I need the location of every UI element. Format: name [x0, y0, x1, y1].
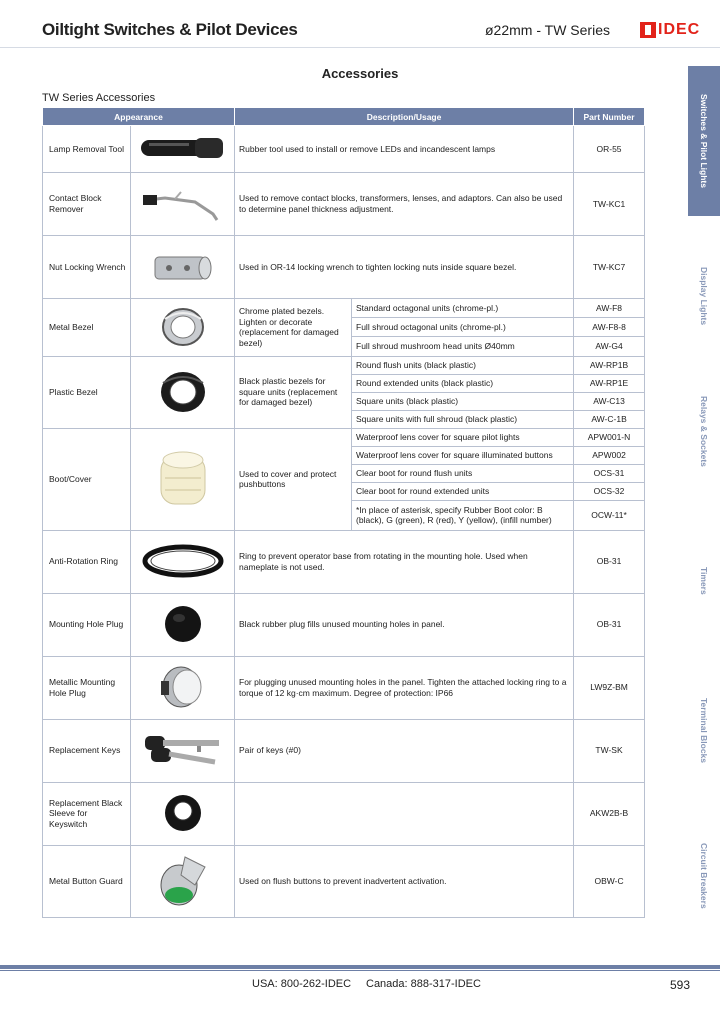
sub-description: Waterproof lens cover for square pilot lights	[352, 428, 574, 446]
section-sidebar	[688, 66, 720, 946]
sub-description: *In place of asterisk, specify Rubber Boot color: B (black), G (green), R (red), Y (yellow), (infill number)	[352, 500, 574, 530]
part-number: OCS-32	[574, 482, 645, 500]
part-number: AW-C-1B	[574, 410, 645, 428]
sub-description: Square units with full shroud (black plastic)	[352, 410, 574, 428]
col-header-description: Description/Usage	[235, 108, 574, 126]
tab-label: Terminal Blocks	[699, 698, 709, 764]
tab-display-lights[interactable]	[688, 246, 720, 346]
table-row	[43, 356, 645, 374]
item-name: Anti-Rotation Ring	[43, 530, 131, 593]
part-number: AW-G4	[574, 337, 645, 356]
item-description: Used on flush buttons to prevent inadvertent activation.	[235, 845, 574, 917]
anti-rotation-ring-image	[131, 530, 235, 593]
footer-usa-phone: USA: 800-262-IDEC	[252, 978, 352, 990]
plastic-bezel-image	[131, 356, 235, 428]
part-number: APW001-N	[574, 428, 645, 446]
tab-label: Circuit Breakers	[699, 843, 709, 909]
item-description: Rubber tool used to install or remove LEDs and incandescent lamps	[235, 126, 574, 173]
table-header-row	[43, 108, 645, 126]
tab-label: Switches & Pilot Lights	[699, 94, 709, 188]
tab-circuit-breakers[interactable]	[688, 826, 720, 926]
table-row	[43, 530, 645, 593]
part-number: TW-KC7	[574, 236, 645, 299]
part-number: AW-F8-8	[574, 318, 645, 337]
contact-block-remover-image	[131, 173, 235, 236]
metal-bezel-image	[131, 299, 235, 357]
part-number: AW-F8	[574, 299, 645, 318]
part-number: TW-KC1	[574, 173, 645, 236]
part-number: OCS-31	[574, 464, 645, 482]
col-header-part-number: Part Number	[574, 108, 645, 126]
item-description: Pair of keys (#0)	[235, 719, 574, 782]
part-number: APW002	[574, 446, 645, 464]
item-name: Metallic Mounting Hole Plug	[43, 656, 131, 719]
col-header-appearance: Appearance	[43, 108, 235, 126]
item-description: Used in OR-14 locking wrench to tighten locking nuts inside square bezel.	[235, 236, 574, 299]
item-description: Used to remove contact blocks, transformers, lenses, and adaptors. Can also be used to determine panel thickness adjustment.	[235, 173, 574, 236]
table-row	[43, 593, 645, 656]
sub-description: Full shroud octagonal units (chrome-pl.)	[352, 318, 574, 337]
part-number: LW9Z-BM	[574, 656, 645, 719]
table-row	[43, 299, 645, 318]
section-title: Accessories	[321, 66, 399, 81]
item-name: Boot/Cover	[43, 428, 131, 530]
sub-description: Waterproof lens cover for square illuminated buttons	[352, 446, 574, 464]
part-number: AW-RP1B	[574, 356, 645, 374]
sub-description: Clear boot for round flush units	[352, 464, 574, 482]
item-name: Contact Block Remover	[43, 173, 131, 236]
footer-rule	[0, 965, 720, 969]
part-number: TW-SK	[574, 719, 645, 782]
item-description: Ring to prevent operator base from rotating in the mounting hole. Used when nameplate is not used.	[235, 530, 574, 593]
table-row	[43, 173, 645, 236]
table-row	[43, 782, 645, 845]
item-name: Nut Locking Wrench	[43, 236, 131, 299]
idec-logo-text: IDEC	[658, 21, 701, 38]
footer-rule-thin	[0, 970, 720, 971]
item-name: Mounting Hole Plug	[43, 593, 131, 656]
table-row	[43, 656, 645, 719]
part-number: OB-31	[574, 593, 645, 656]
footer-canada-phone: Canada: 888-317-IDEC	[366, 978, 481, 990]
table-row	[43, 428, 645, 446]
part-number: OCW-11*	[574, 500, 645, 530]
replacement-sleeve-image	[131, 782, 235, 845]
sub-description: Round flush units (black plastic)	[352, 356, 574, 374]
item-description	[235, 782, 574, 845]
series-label: ø22mm - TW Series	[485, 22, 610, 38]
table-row	[43, 126, 645, 173]
part-number: AKW2B-B	[574, 782, 645, 845]
tab-label: Relays & Sockets	[699, 395, 709, 467]
page-number: 593	[670, 978, 691, 992]
table-row	[43, 236, 645, 299]
tab-switches-pilot-lights[interactable]	[688, 66, 720, 216]
sub-description: Full shroud mushroom head units Ø40mm	[352, 337, 574, 356]
tab-label: Display Lights	[699, 266, 709, 326]
metal-button-guard-image	[131, 845, 235, 917]
item-description: Chrome plated bezels. Lighten or decorate (replacement for damaged bezel)	[235, 299, 352, 357]
part-number: OR-55	[574, 126, 645, 173]
tab-terminal-blocks[interactable]	[688, 686, 720, 776]
item-name: Metal Bezel	[43, 299, 131, 357]
part-number: OBW-C	[574, 845, 645, 917]
page-title: Oiltight Switches & Pilot Devices	[42, 20, 298, 39]
sub-description: Round extended units (black plastic)	[352, 374, 574, 392]
item-description: Black plastic bezels for square units (replacement for damaged bezel)	[235, 356, 352, 428]
item-description: For plugging unused mounting holes in the panel. Tighten the attached locking ring to a torque of 12 kg·cm maximum. Degree of protection: IP66	[235, 656, 574, 719]
item-description: Black rubber plug fills unused mounting holes in panel.	[235, 593, 574, 656]
tab-timers[interactable]	[688, 546, 720, 616]
part-number: OB-31	[574, 530, 645, 593]
nut-locking-wrench-image	[131, 236, 235, 299]
replacement-keys-image	[131, 719, 235, 782]
mounting-hole-plug-image	[131, 593, 235, 656]
boot-cover-image	[131, 428, 235, 530]
idec-logo-mark-icon	[640, 22, 656, 38]
item-description: Used to cover and protect pushbuttons	[235, 428, 352, 530]
part-number: AW-RP1E	[574, 374, 645, 392]
item-name: Lamp Removal Tool	[43, 126, 131, 173]
part-number: AW-C13	[574, 392, 645, 410]
idec-logo	[640, 21, 700, 39]
sub-description: Standard octagonal units (chrome-pl.)	[352, 299, 574, 318]
accessories-table	[42, 107, 645, 918]
tab-relays-sockets[interactable]	[688, 376, 720, 486]
item-name: Metal Button Guard	[43, 845, 131, 917]
metallic-mounting-hole-plug-image	[131, 656, 235, 719]
table-title: TW Series Accessories	[42, 92, 156, 104]
page-header	[0, 0, 720, 48]
tab-label: Timers	[699, 567, 709, 595]
sub-description: Square units (black plastic)	[352, 392, 574, 410]
item-name: Replacement Keys	[43, 719, 131, 782]
lamp-removal-tool-image	[131, 126, 235, 173]
table-row	[43, 845, 645, 917]
sub-description: Clear boot for round extended units	[352, 482, 574, 500]
item-name: Plastic Bezel	[43, 356, 131, 428]
item-name: Replacement Black Sleeve for Keyswitch	[43, 782, 131, 845]
table-row	[43, 719, 645, 782]
